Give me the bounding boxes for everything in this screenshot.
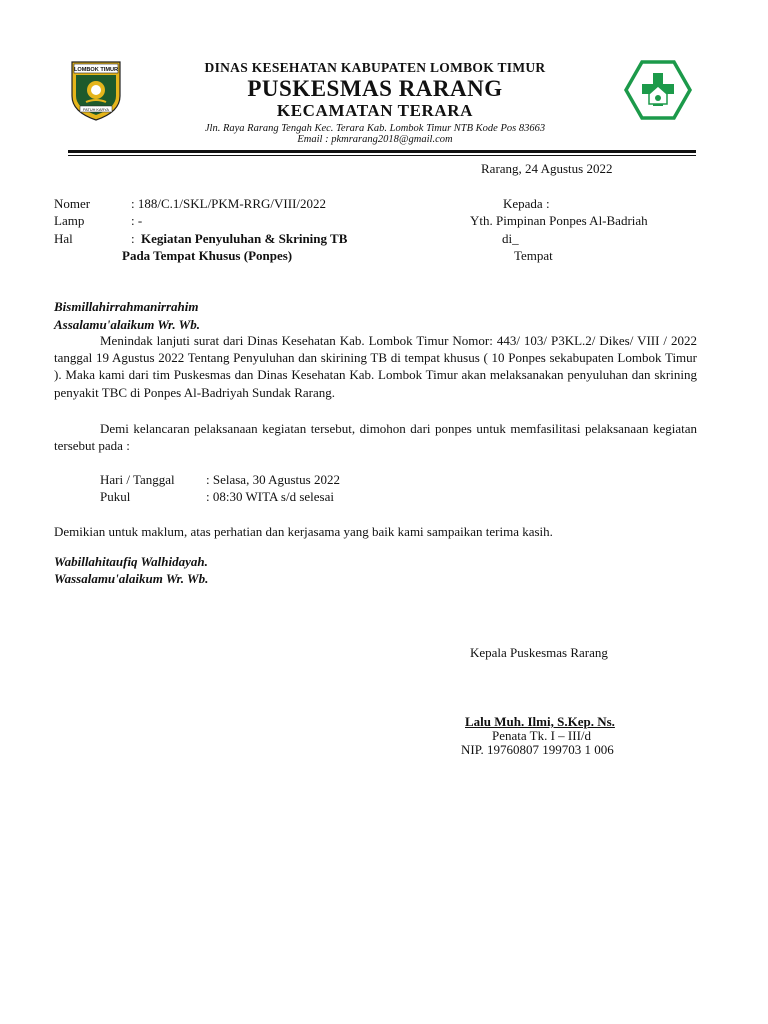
letter-date: Rarang, 24 Agustus 2022	[481, 161, 613, 176]
body-paragraph-1: Menindak lanjuti surat dari Dinas Kesehatan Kab. Lombok Timur Nomor: 443/ 103/ P3KL.2/ Dikes/ VIII / 2022 tanggal 19 Agustus 2022 Tentang Penyuluhan dan skirining TB di tempat khusus ( 10 Ponpes sekabupaten Lombok Timur ). Maka kami dari tim Puskesmas dan Dinas Kesehatan Kab. Lombok Timur akan melaksanakan penyuluhan dan skrining penyakit TBC di Ponpes Al-Badriyah Sundak Rarang.	[54, 333, 697, 400]
header-rule-thick	[68, 150, 696, 153]
agency-name: DINAS KESEHATAN KABUPATEN LOMBOK TIMUR	[204, 60, 546, 75]
pukul-label: Pukul	[100, 489, 131, 504]
crest-label: LOMBOK TIMUR	[73, 67, 119, 73]
wabillahi: Wabillahitaufiq Walhidayah.	[54, 554, 208, 569]
bismillah: Bismillahirrahmanirrahim	[54, 299, 199, 314]
recipient-kepada: Kepada :	[503, 196, 550, 211]
hal-value-line2: Pada Tempat Khusus (Ponpes)	[122, 248, 293, 263]
hal-colon: :	[131, 231, 135, 246]
nomor-value: : 188/C.1/SKL/PKM-RRG/VIII/2022	[131, 196, 327, 211]
opening-salam: Assalamu'alaikum Wr. Wb.	[54, 317, 200, 332]
puskesmas-name: PUSKESMAS RARANG	[247, 76, 503, 101]
office-address: Jln. Raya Rarang Tengah Kec. Terara Kab. Lombok Timur NTB Kode Pos 83663	[204, 123, 546, 134]
signatory-rank: Penata Tk. I – III/d	[492, 728, 592, 743]
district-name: KECAMATAN TERARA	[276, 101, 474, 120]
puskesmas-logo-icon	[624, 60, 692, 120]
crest-motto: PATUH KARYA	[83, 107, 109, 112]
header-rule-thin	[68, 155, 696, 156]
recipient-tempat: Tempat	[514, 248, 553, 263]
body-paragraph-2: Demi kelancaran pelaksanaan kegiatan tersebut, dimohon dari ponpes untuk memfasilitasi pelaksanaan kegiatan tersebut pada :	[54, 421, 697, 454]
hari-label: Hari / Tanggal	[100, 472, 175, 487]
signatory-nip: NIP. 19760807 199703 1 006	[461, 742, 614, 757]
office-email: Email : pkmrarang2018@gmail.com	[297, 134, 453, 145]
lamp-label: Lamp	[54, 213, 85, 228]
hari-value: : Selasa, 30 Agustus 2022	[206, 472, 340, 487]
nomor-label: Nomer	[54, 196, 91, 211]
recipient-di: di_	[502, 231, 519, 246]
lamp-value: : -	[131, 213, 143, 228]
lombok-timur-crest-icon	[68, 58, 124, 122]
hal-label: Hal	[54, 231, 73, 246]
hal-value-line1: Kegiatan Penyuluhan & Skrining TB	[141, 231, 348, 246]
closing-salam: Wassalamu'alaikum Wr. Wb.	[54, 571, 209, 586]
closing-sentence: Demikian untuk maklum, atas perhatian dan kerjasama yang baik kami sampaikan terima kasih.	[54, 524, 553, 539]
signatory-name: Lalu Muh. Ilmi, S.Kep. Ns.	[465, 714, 615, 729]
signature-title: Kepala Puskesmas Rarang	[470, 645, 608, 660]
pukul-value: : 08:30 WITA s/d selesai	[206, 489, 334, 504]
recipient-yth: Yth. Pimpinan Ponpes Al-Badriah	[470, 213, 648, 228]
